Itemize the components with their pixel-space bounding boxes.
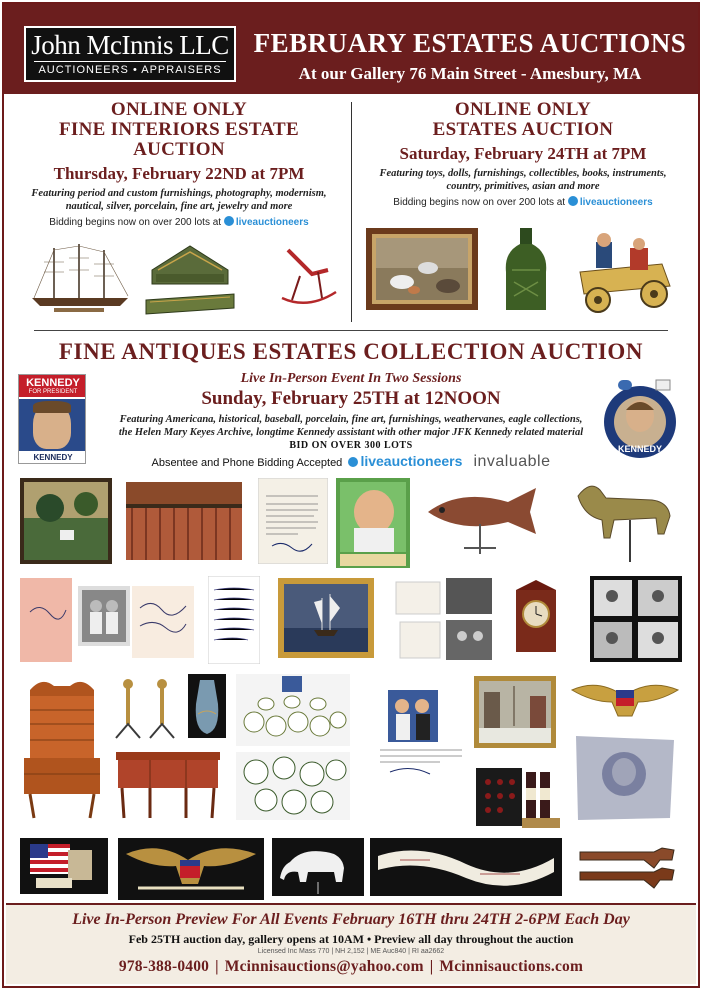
liveauctioneers-icon bbox=[224, 216, 234, 226]
liveauctioneers-link[interactable] bbox=[224, 217, 309, 228]
carved-banner-photo[interactable] bbox=[370, 838, 562, 896]
modern-rocking-chair-photo[interactable] bbox=[278, 240, 340, 312]
absentee-text: Absentee and Phone Bidding Accepted bbox=[151, 457, 343, 469]
porcelain-dinnerware-photo[interactable] bbox=[236, 674, 350, 746]
winter-street-painting-photo[interactable] bbox=[474, 676, 556, 748]
babe-ruth-card-photo[interactable] bbox=[336, 478, 410, 568]
liveauctioneers-label: liveauctioneers bbox=[360, 453, 463, 469]
footer-gallery-hours: Feb 25TH auction day, gallery opens at 10AM • Preview all day throughout the auction bbox=[128, 932, 574, 946]
left-event-desc1: Featuring period and custom furnishings, photography, modernism, bbox=[31, 188, 327, 199]
cats-painting-photo[interactable] bbox=[366, 228, 478, 310]
footer-preview: Live In-Person Preview For All Events February 16TH thru 24TH 2-6PM Each Day bbox=[72, 911, 630, 928]
main-event-title: FINE ANTIQUES ESTATES COLLECTION AUCTION bbox=[58, 339, 644, 364]
ship-painting-photo[interactable] bbox=[278, 578, 374, 658]
footer-website[interactable]: Mcinnisauctions.com bbox=[439, 958, 584, 975]
poster-bottom-label: KENNEDY bbox=[19, 451, 86, 464]
right-event-bid bbox=[358, 196, 688, 208]
footer-contact: 978-388-0400 | Mcinnisauctions@yahoo.com | Mcinnisauctions.com bbox=[118, 958, 584, 975]
right-event-line1: ONLINE ONLY bbox=[454, 99, 592, 120]
column-divider bbox=[351, 102, 352, 322]
main-event-details bbox=[90, 371, 612, 471]
highboy-chest-photo[interactable] bbox=[20, 674, 104, 822]
section-divider bbox=[34, 330, 668, 331]
elephant-weathervane-photo[interactable] bbox=[272, 838, 364, 896]
page-title: FEBRUARY ESTATES AUCTIONS bbox=[253, 28, 687, 58]
autograph-album-photo[interactable] bbox=[20, 578, 72, 662]
page-subtitle: At our Gallery 76 Main Street - Amesbury, MA bbox=[298, 64, 642, 83]
right-bid-text: Bidding begins now on over 200 lots at bbox=[393, 197, 566, 208]
folk-art-painting-photo[interactable] bbox=[20, 478, 112, 564]
right-event-desc1: Featuring toys, dolls, furnishings, collectibles, books, instruments, bbox=[379, 168, 667, 179]
company-logo[interactable] bbox=[24, 26, 236, 82]
left-event-desc2: nautical, silver, porcelain, fine art, jewelry and more bbox=[65, 201, 293, 212]
steamer-trunk-photo[interactable] bbox=[122, 476, 246, 564]
left-event-line3: AUCTION bbox=[133, 139, 225, 160]
right-event-desc2: country, primitives, asian and more bbox=[446, 181, 600, 192]
left-event-line1: ONLINE ONLY bbox=[110, 99, 248, 120]
mantel-clock-photo[interactable] bbox=[512, 578, 560, 658]
footer-phone[interactable]: 978-388-0400 bbox=[118, 958, 210, 975]
liveauctioneers-label: liveauctioneers bbox=[235, 217, 309, 228]
main-event-date: Sunday, February 25TH at 12NOON bbox=[201, 388, 501, 409]
left-event-date: Thursday, February 22ND at 7PM bbox=[53, 164, 305, 183]
main-event-desc1: Featuring Americana, historical, baseball, porcelain, fine art, furnishings, weathervanes, eagle collections, bbox=[119, 414, 583, 425]
kennedy-poster-photo[interactable] bbox=[18, 374, 86, 464]
liveauctioneers-link[interactable] bbox=[568, 197, 653, 208]
tiffany-desk-set-photo[interactable] bbox=[144, 240, 236, 320]
china-set-photo[interactable] bbox=[236, 752, 350, 820]
left-event-bid bbox=[14, 216, 344, 228]
kennedy-signed-photo[interactable] bbox=[370, 688, 470, 784]
andirons-photo[interactable] bbox=[110, 676, 180, 742]
right-event bbox=[358, 100, 688, 208]
jfk-photo-collage[interactable] bbox=[590, 576, 682, 662]
header-banner bbox=[4, 4, 698, 94]
fish-weathervane-photo[interactable] bbox=[420, 478, 548, 562]
right-event-date: Saturday, February 24TH at 7PM bbox=[399, 144, 647, 163]
liveauctioneers-icon bbox=[568, 196, 578, 206]
tin-toy-car-photo[interactable] bbox=[570, 228, 680, 320]
green-glass-flask-photo[interactable] bbox=[500, 226, 552, 316]
liveauctioneers-label: liveauctioneers bbox=[579, 197, 653, 208]
footer bbox=[6, 903, 696, 984]
footer-licenses: Licensed Inc Mass 770 | NH 2,152 | ME Auc840 | RI aa2662 bbox=[257, 948, 445, 955]
liveauctioneers-link[interactable] bbox=[348, 453, 462, 469]
main-event-desc2: the Helen Mary Keyes Archive, longtime Kennedy assistant with other major JFK Kennedy related material bbox=[118, 427, 584, 438]
logo-subtitle: AUCTIONEERS • APPRAISERS bbox=[34, 61, 226, 76]
left-event bbox=[14, 100, 344, 228]
liveauctioneers-icon bbox=[348, 457, 358, 467]
right-event-line2: ESTATES AUCTION bbox=[432, 119, 614, 140]
handwritten-letter-photo[interactable] bbox=[208, 576, 260, 664]
eagle-pin-photo[interactable] bbox=[568, 676, 682, 726]
carved-eagle-photo[interactable] bbox=[118, 838, 264, 900]
left-bid-text: Bidding begins now on over 200 lots at bbox=[49, 217, 222, 228]
left-event-line2: FINE INTERIORS ESTATE bbox=[59, 119, 299, 140]
ship-model-photo[interactable] bbox=[24, 240, 136, 318]
letters-and-photos-photo[interactable] bbox=[392, 576, 496, 664]
poster-top-label: KENNEDY bbox=[19, 375, 86, 389]
footer-email[interactable]: Mcinnisauctions@yahoo.com bbox=[224, 958, 424, 975]
horse-weathervane-photo[interactable] bbox=[560, 476, 680, 566]
flintlock-pistols-photo[interactable] bbox=[574, 838, 682, 896]
sideboard-photo[interactable] bbox=[110, 746, 226, 822]
baseball-photograph[interactable] bbox=[78, 586, 130, 646]
jfk-scarf-photo[interactable] bbox=[568, 730, 682, 826]
invaluable-link[interactable]: invaluable bbox=[473, 453, 551, 470]
typed-letter-photo[interactable] bbox=[258, 478, 328, 564]
art-glass-vase-photo[interactable] bbox=[188, 674, 226, 738]
button-text: KENNEDY bbox=[617, 444, 662, 454]
main-event-live: Live In-Person Event In Two Sessions bbox=[240, 371, 462, 386]
signed-page-photo[interactable] bbox=[132, 586, 194, 658]
wine-collection-photo[interactable] bbox=[474, 762, 562, 828]
logo-name: John McInnis LLC bbox=[31, 30, 229, 60]
main-event-bid: BID ON OVER 300 LOTS bbox=[289, 440, 413, 451]
poster-sub-label: FOR PRESIDENT bbox=[19, 389, 86, 397]
flag-collage-photo[interactable] bbox=[20, 838, 108, 894]
main-event-absentee bbox=[90, 453, 612, 471]
